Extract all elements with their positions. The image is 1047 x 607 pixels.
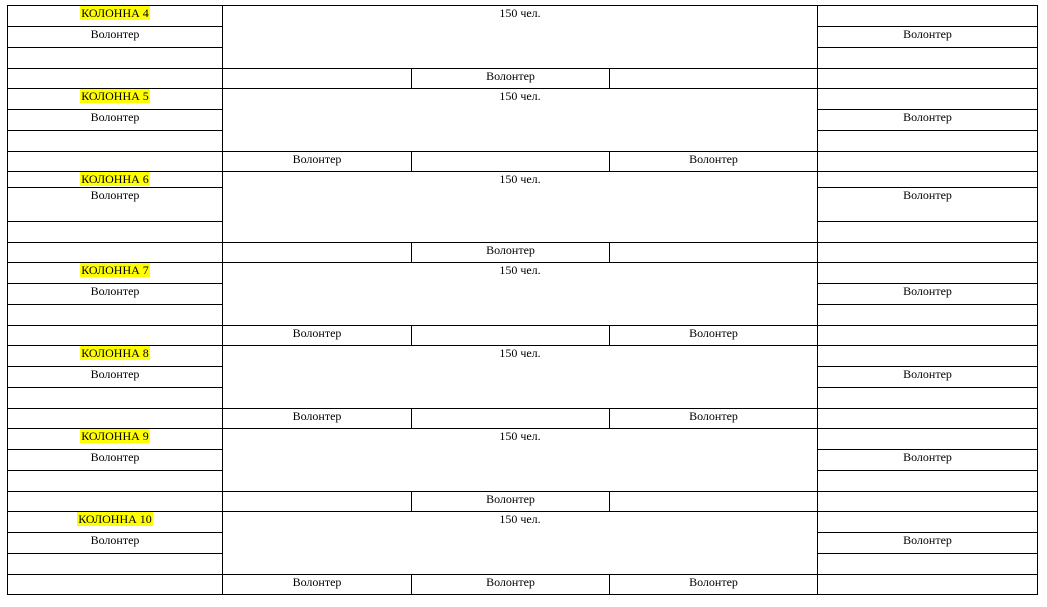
bottom-volunteer-cell: Волонтер	[610, 409, 818, 429]
empty-cell	[818, 305, 1038, 326]
block-bottom-row	[8, 152, 1038, 172]
right-volunteer-cell: Волонтер	[818, 367, 1038, 388]
empty-cell	[818, 492, 1038, 512]
empty-cell	[818, 471, 1038, 492]
volunteer-layout-table	[7, 5, 1038, 595]
bottom-volunteer-cell	[412, 409, 610, 429]
bottom-volunteer-cell: Волонтер	[412, 69, 610, 89]
empty-cell	[818, 69, 1038, 89]
block-bottom-row	[8, 326, 1038, 346]
people-count-cell: 150 чел.	[223, 89, 818, 152]
bottom-volunteer-cell: Волонтер	[610, 575, 818, 595]
column-label-cell	[8, 429, 223, 450]
empty-cell	[818, 172, 1038, 188]
bottom-volunteer-cell	[412, 152, 610, 172]
block-bottom-row	[8, 69, 1038, 89]
left-volunteer-cell: Волонтер	[8, 450, 223, 471]
column-label: КОЛОННА 8	[81, 346, 149, 360]
empty-cell	[818, 243, 1038, 263]
column-label-cell	[8, 512, 223, 533]
bottom-volunteer-cell	[223, 69, 412, 89]
bottom-volunteer-cell: Волонтер	[223, 326, 412, 346]
bottom-volunteer-cell	[610, 69, 818, 89]
bottom-volunteer-cell	[223, 243, 412, 263]
people-count-cell: 150 чел.	[223, 429, 818, 492]
bottom-volunteer-cell: Волонтер	[223, 152, 412, 172]
bottom-volunteer-cell: Волонтер	[223, 575, 412, 595]
block-label-row	[8, 263, 1038, 284]
column-label: КОЛОННА 6	[81, 172, 149, 186]
empty-cell	[8, 69, 223, 89]
empty-cell	[818, 263, 1038, 284]
block-bottom-row	[8, 243, 1038, 263]
empty-cell	[818, 512, 1038, 533]
empty-cell	[8, 471, 223, 492]
people-count-cell: 150 чел.	[223, 172, 818, 243]
column-label: КОЛОННА 7	[81, 263, 149, 277]
right-volunteer-cell: Волонтер	[818, 110, 1038, 131]
column-label-cell	[8, 6, 223, 27]
empty-cell	[818, 6, 1038, 27]
empty-cell	[818, 131, 1038, 152]
bottom-volunteer-cell	[610, 492, 818, 512]
column-label-cell	[8, 346, 223, 367]
right-volunteer-cell: Волонтер	[818, 450, 1038, 471]
empty-cell	[8, 492, 223, 512]
empty-cell	[818, 409, 1038, 429]
column-label: КОЛОННА 4	[81, 6, 149, 20]
bottom-volunteer-cell	[610, 243, 818, 263]
empty-cell	[818, 575, 1038, 595]
bottom-volunteer-cell: Волонтер	[412, 243, 610, 263]
block-label-row	[8, 6, 1038, 27]
block-bottom-row	[8, 409, 1038, 429]
right-volunteer-cell: Волонтер	[818, 533, 1038, 554]
left-volunteer-cell: Волонтер	[8, 110, 223, 131]
empty-cell	[818, 152, 1038, 172]
left-volunteer-cell: Волонтер	[8, 284, 223, 305]
people-count-cell: 150 чел.	[223, 512, 818, 575]
block-bottom-row	[8, 575, 1038, 595]
column-label: КОЛОННА 10	[78, 512, 152, 526]
empty-cell	[818, 346, 1038, 367]
empty-cell	[8, 48, 223, 69]
bottom-volunteer-cell: Волонтер	[610, 152, 818, 172]
left-volunteer-cell: Волонтер	[8, 367, 223, 388]
empty-cell	[8, 222, 223, 243]
empty-cell	[8, 409, 223, 429]
empty-cell	[818, 222, 1038, 243]
empty-cell	[818, 48, 1038, 69]
empty-cell	[8, 305, 223, 326]
right-volunteer-cell: Волонтер	[818, 284, 1038, 305]
empty-cell	[8, 131, 223, 152]
left-volunteer-cell: Волонтер	[8, 27, 223, 48]
column-label: КОЛОННА 5	[81, 89, 149, 103]
empty-cell	[818, 326, 1038, 346]
bottom-volunteer-cell: Волонтер	[610, 326, 818, 346]
empty-cell	[8, 152, 223, 172]
people-count-cell: 150 чел.	[223, 263, 818, 326]
empty-cell	[8, 243, 223, 263]
people-count-cell: 150 чел.	[223, 346, 818, 409]
column-label-cell	[8, 89, 223, 110]
right-volunteer-cell: Волонтер	[818, 27, 1038, 48]
block-label-row	[8, 429, 1038, 450]
table-body	[8, 6, 1038, 595]
block-bottom-row	[8, 492, 1038, 512]
bottom-volunteer-cell	[412, 326, 610, 346]
empty-cell	[8, 388, 223, 409]
bottom-volunteer-cell: Волонтер	[412, 575, 610, 595]
empty-cell	[8, 554, 223, 575]
empty-cell	[818, 89, 1038, 110]
left-volunteer-cell: Волонтер	[8, 188, 223, 222]
block-label-row	[8, 89, 1038, 110]
bottom-volunteer-cell	[223, 492, 412, 512]
column-label: КОЛОННА 9	[81, 429, 149, 443]
bottom-volunteer-cell: Волонтер	[412, 492, 610, 512]
bottom-volunteer-cell: Волонтер	[223, 409, 412, 429]
block-label-row	[8, 346, 1038, 367]
empty-cell	[8, 575, 223, 595]
column-label-cell	[8, 172, 223, 188]
people-count-cell: 150 чел.	[223, 6, 818, 69]
right-volunteer-cell: Волонтер	[818, 188, 1038, 222]
left-volunteer-cell: Волонтер	[8, 533, 223, 554]
empty-cell	[818, 554, 1038, 575]
empty-cell	[8, 326, 223, 346]
empty-cell	[818, 429, 1038, 450]
block-label-row	[8, 512, 1038, 533]
column-label-cell	[8, 263, 223, 284]
block-label-row	[8, 172, 1038, 188]
empty-cell	[818, 388, 1038, 409]
